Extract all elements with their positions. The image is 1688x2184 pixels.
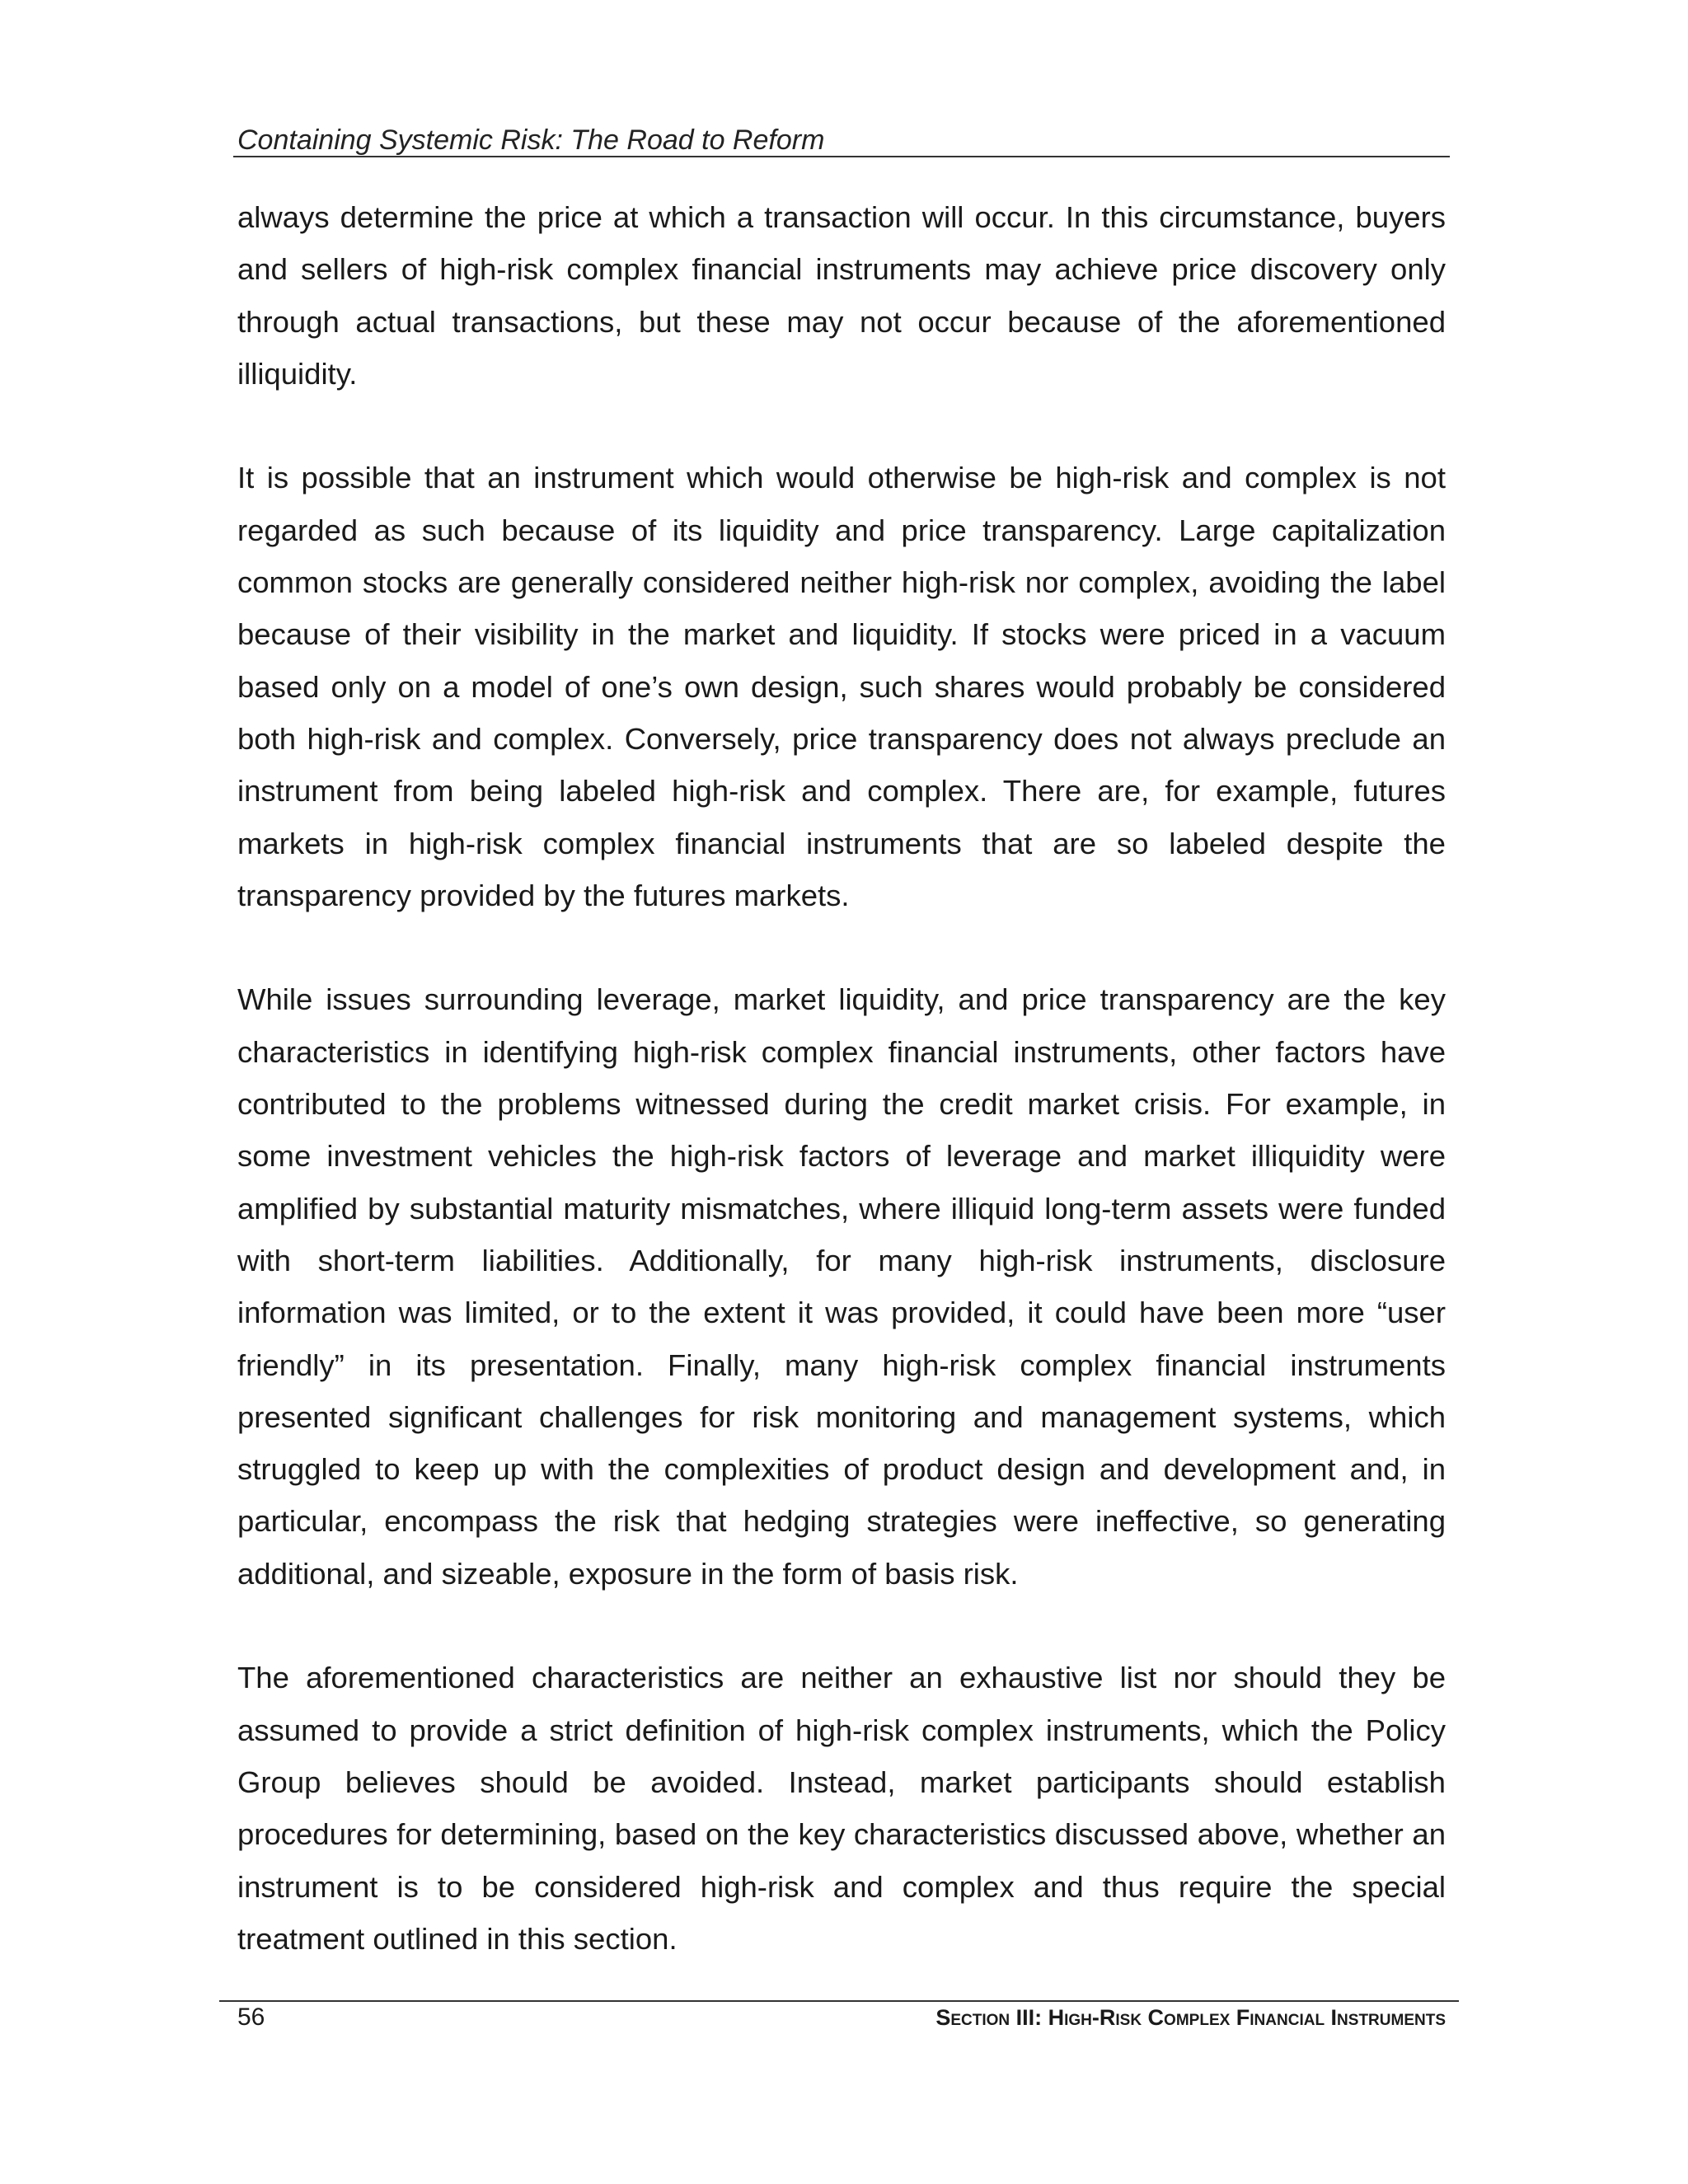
running-header: Containing Systemic Risk: The Road to Reform — [237, 124, 825, 156]
paragraph: The aforementioned characteristics are neither an exhaustive list nor should they be assumed to provide a strict definition of high-risk complex instruments, which the Policy Group believes should be avoided. Instead, market participants should establish procedures for determining, based on the key characteristics discussed above, whether an instrument is to be considered high-risk and complex and thus require the special treatment outlined in this section. — [237, 1661, 1446, 1956]
body-text — [237, 191, 1446, 2017]
footer-section-title: Section III: High-Risk Complex Financial Instruments — [935, 2005, 1446, 2030]
paragraph: always determine the price at which a transaction will occur. In this circumstance, buyers and sellers of high-risk complex financial instruments may achieve price discovery only through actual transactions, but these may not occur because of the aforementioned illiquidity. — [237, 200, 1446, 391]
paragraph: While issues surrounding leverage, market liquidity, and price transparency are the key characteristics in identifying high-risk complex financial instruments, other factors have contributed to the problems witnessed during the credit market crisis. For example, in some investment vehicles the high-risk factors of leverage and market illiquidity were amplified by substantial maturity mismatches, where illiquid long-term assets were funded with short-term liabilities. Additionally, for many high-risk instruments, disclosure information was limited, or to the extent it was provided, it could have been more “user friendly” in its presentation. Finally, many high-risk complex financial instruments presented significant challenges for risk monitoring and management systems, which struggled to keep up with the complexities of product design and development and, in particular, encompass the risk that hedging strategies were ineffective, so generating additional, and sizeable, exposure in the form of basis risk. — [237, 982, 1446, 1591]
page-number: 56 — [237, 2004, 265, 2031]
header-divider — [233, 156, 1450, 157]
paragraph: It is possible that an instrument which would otherwise be high-risk and complex is not regarded as such because of its liquidity and price transparency. Large capitalization common stocks are generally considered neither high-risk nor complex, avoiding the label because of their visibility in the market and liquidity. If stocks were priced in a vacuum based only on a model of one’s own design, such shares would probably be considered both high-risk and complex. Conversely, price transparency does not always preclude an instrument from being labeled high-risk and complex. There are, for example, futures markets in high-risk complex financial instruments that are so labeled despite the transparency provided by the futures markets. — [237, 461, 1446, 912]
